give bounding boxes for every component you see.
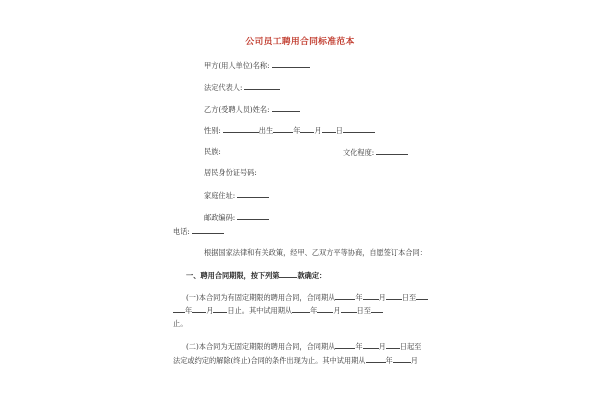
clause-1-line-2 <box>173 305 383 316</box>
postcode-blank <box>237 212 269 220</box>
clause-1-text-d: 日至 <box>401 293 417 302</box>
blank <box>371 305 383 313</box>
clause-1-text-j: 日至 <box>356 306 371 315</box>
legal-rep-blank <box>244 82 280 90</box>
phone-label: 电话: <box>173 227 190 236</box>
clause-1-text-f: 月 <box>206 306 214 315</box>
gender-label: 性别: <box>204 126 221 135</box>
born-extra-blank <box>343 125 375 133</box>
field-gender-birth <box>204 125 375 136</box>
clause-1-text-b: 年 <box>355 293 363 302</box>
born-month-blank <box>300 125 314 133</box>
field-education <box>343 147 408 158</box>
education-blank <box>376 147 408 155</box>
day-label: 日 <box>335 126 343 135</box>
party-b-label: 乙方(受聘人员)姓名: <box>204 105 270 114</box>
blank <box>363 341 379 349</box>
ethnicity-label: 民族: <box>204 147 221 156</box>
blank <box>393 355 411 363</box>
id-number-label: 居民身份证号码: <box>204 168 257 177</box>
clause-1-text-c: 月 <box>378 293 386 302</box>
gender-blank <box>223 125 259 133</box>
field-phone <box>173 226 224 237</box>
clause-2-text-a: (二)本合同为无固定期限的聘用合同，合同期从 <box>186 342 336 351</box>
blank <box>335 292 355 300</box>
clause-1-text-e: 年 <box>185 306 193 315</box>
clause-2-text-b: 年 <box>355 342 363 351</box>
blank <box>341 305 357 313</box>
year-label: 年 <box>293 126 301 135</box>
clause-1-text-a: (一)本合同为有固定期限的聘用合同，合同期从 <box>186 293 336 302</box>
section-1-heading-suffix: 款确定： <box>297 271 327 280</box>
postcode-label: 邮政编码: <box>204 213 236 222</box>
field-ethnicity <box>204 147 221 157</box>
blank <box>292 305 310 313</box>
field-party-a <box>204 60 310 71</box>
blank <box>192 305 206 313</box>
field-legal-rep <box>204 82 280 93</box>
born-label: 出生 <box>258 126 274 135</box>
clause-1-line-3: 止。 <box>173 319 188 328</box>
intro-paragraph: 根据国家法律和有关政策，经甲、乙双方平等协商，自愿签订本合同： <box>204 248 427 257</box>
clause-1-line-1 <box>186 292 428 303</box>
born-day-blank <box>322 125 336 133</box>
clause-1-text-g: 日止。其中试用期从 <box>227 306 293 315</box>
month-label: 月 <box>314 126 322 135</box>
clause-2-text-f: 年 <box>385 356 393 365</box>
party-b-blank <box>272 104 300 112</box>
clause-2-text-c: 月 <box>378 342 386 351</box>
clause-2-line-1 <box>186 341 421 352</box>
blank <box>213 305 227 313</box>
blank <box>173 305 185 313</box>
field-address <box>204 190 269 201</box>
blank <box>366 355 386 363</box>
clause-2-text-g: 月 <box>410 356 418 365</box>
clause-2-line-2 <box>173 355 418 366</box>
blank <box>386 292 402 300</box>
blank <box>363 292 379 300</box>
blank <box>416 292 428 300</box>
party-a-label: 甲方(用人单位)名称: <box>204 61 270 70</box>
born-year-blank <box>273 125 293 133</box>
blank <box>386 341 400 349</box>
field-party-b <box>204 104 300 115</box>
party-a-blank <box>272 60 310 68</box>
clause-2-text-e: 法定或约定的解除(终止)合同的条件出现为止。其中试用期从 <box>173 356 366 365</box>
section-1-heading <box>186 270 326 281</box>
section-1-clause-blank <box>279 270 297 278</box>
blank <box>335 341 355 349</box>
field-id-number <box>204 168 257 178</box>
legal-rep-label: 法定代表人: <box>204 83 243 92</box>
phone-blank <box>192 226 224 234</box>
blank <box>317 305 333 313</box>
clause-1-text-i: 月 <box>333 306 341 315</box>
field-postcode <box>204 212 269 223</box>
address-label: 家庭住址: <box>204 191 236 200</box>
clause-2-text-d: 日起至 <box>399 342 422 351</box>
section-1-heading-text: 一、聘用合同期限，按下列第 <box>186 271 280 280</box>
clause-1-text-h: 年 <box>310 306 318 315</box>
address-blank <box>237 190 269 198</box>
education-label: 文化程度: <box>343 148 375 157</box>
document-title: 公司员工聘用合同标准范本 <box>245 37 355 47</box>
